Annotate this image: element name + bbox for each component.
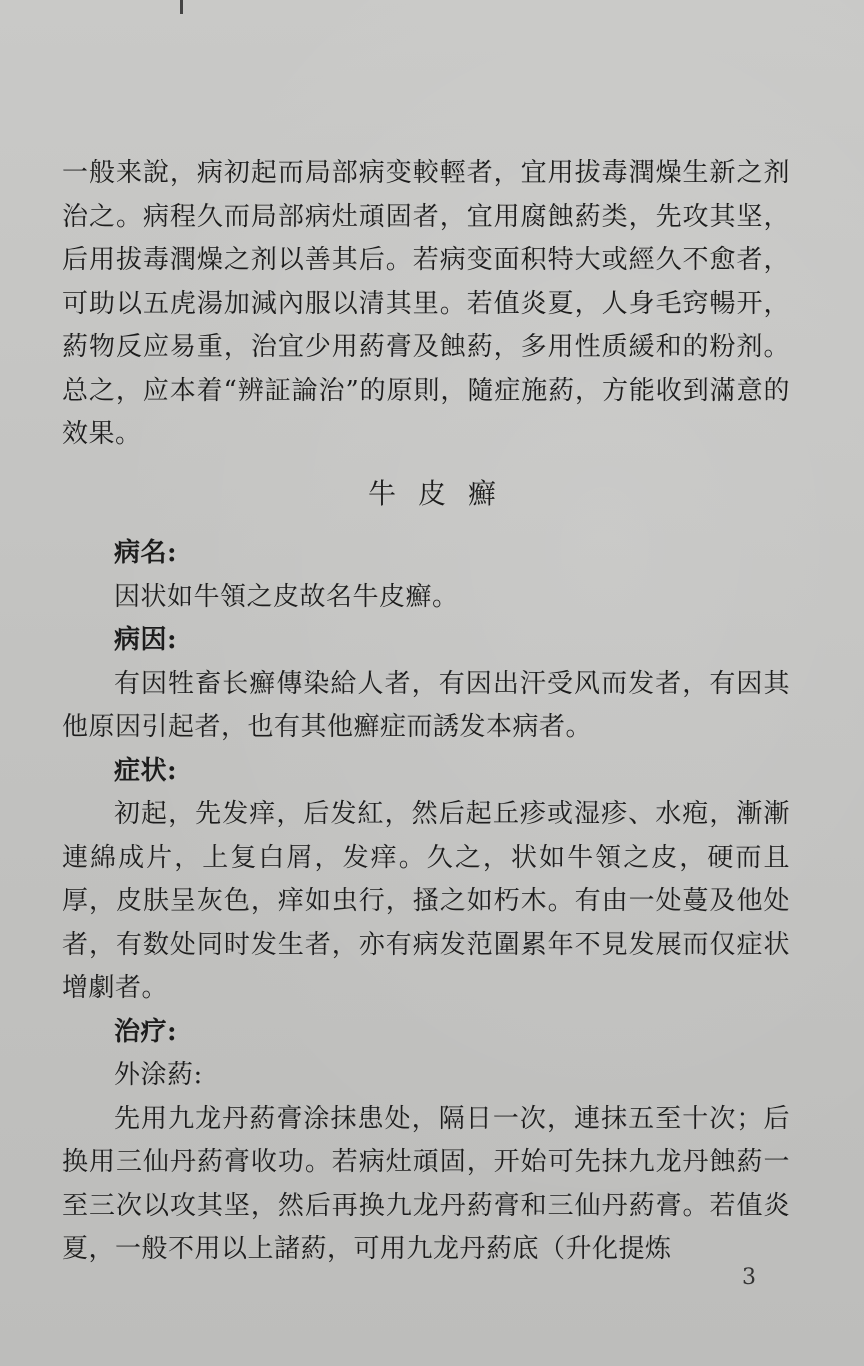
symptom-heading: 症状:	[114, 755, 178, 786]
name-heading: 病名:	[114, 538, 178, 568]
intro-text: 一般来說，病初起而局部病变較輕者，宜用拔毒潤燥生新之剂治之。病程久而局部病灶頑固者，宜用腐蝕葯类，先攻其坚，后用拔毒潤燥之剂以善其后。若病变面积特大或經久不愈者，可助以五虎湯加減內服以清其里。若值炎夏，人身毛窍暢开，葯物反应易重，治宜少用葯膏及蝕葯，多用性质緩和的粉剂。总之，应本着“辨証論治”的原則，隨症施葯，方能收到滿意的效果。	[62, 158, 790, 449]
symptom-text: 初起，先发痒，后发紅，然后起丘疹或湿疹、水疱，漸漸連綿成片，上复白屑，发痒。久之，状如牛領之皮，硬而且厚，皮肤呈灰色，痒如虫行，搔之如朽木。有由一处蔓及他处者，有数处同时发生者，亦有病发范圍累年不見发展而仅症状增劇者。	[62, 799, 790, 1003]
cause-heading: 病因:	[114, 625, 178, 655]
treatment-text: 先用九龙丹葯膏涂抹患处，隔日一次，連抹五至十次；后换用三仙丹葯膏收功。若病灶頑固，开始可先抹九龙丹蝕葯一至三次以攻其坚，然后再换九龙丹葯膏和三仙丹葯膏。若值炎夏，一般不用以上諸葯，可用九龙丹葯底（升化提炼	[62, 1103, 790, 1264]
name-text: 因状如牛領之皮故名牛皮癬。	[114, 581, 459, 612]
section-title: 牛皮癬	[367, 477, 518, 510]
external-medicine-label: 外涂葯:	[114, 1060, 203, 1090]
page-number: 3	[742, 1265, 756, 1290]
section-body	[62, 532, 790, 1272]
treatment-heading: 治疗:	[114, 1016, 178, 1047]
cause-text: 有因牲畜长癬傳染給人者，有因出汗受风而发者，有因其他原因引起者，也有其他癬症而誘发本病者。	[62, 668, 790, 742]
binding-mark	[180, 0, 183, 14]
intro-paragraph	[62, 152, 790, 457]
